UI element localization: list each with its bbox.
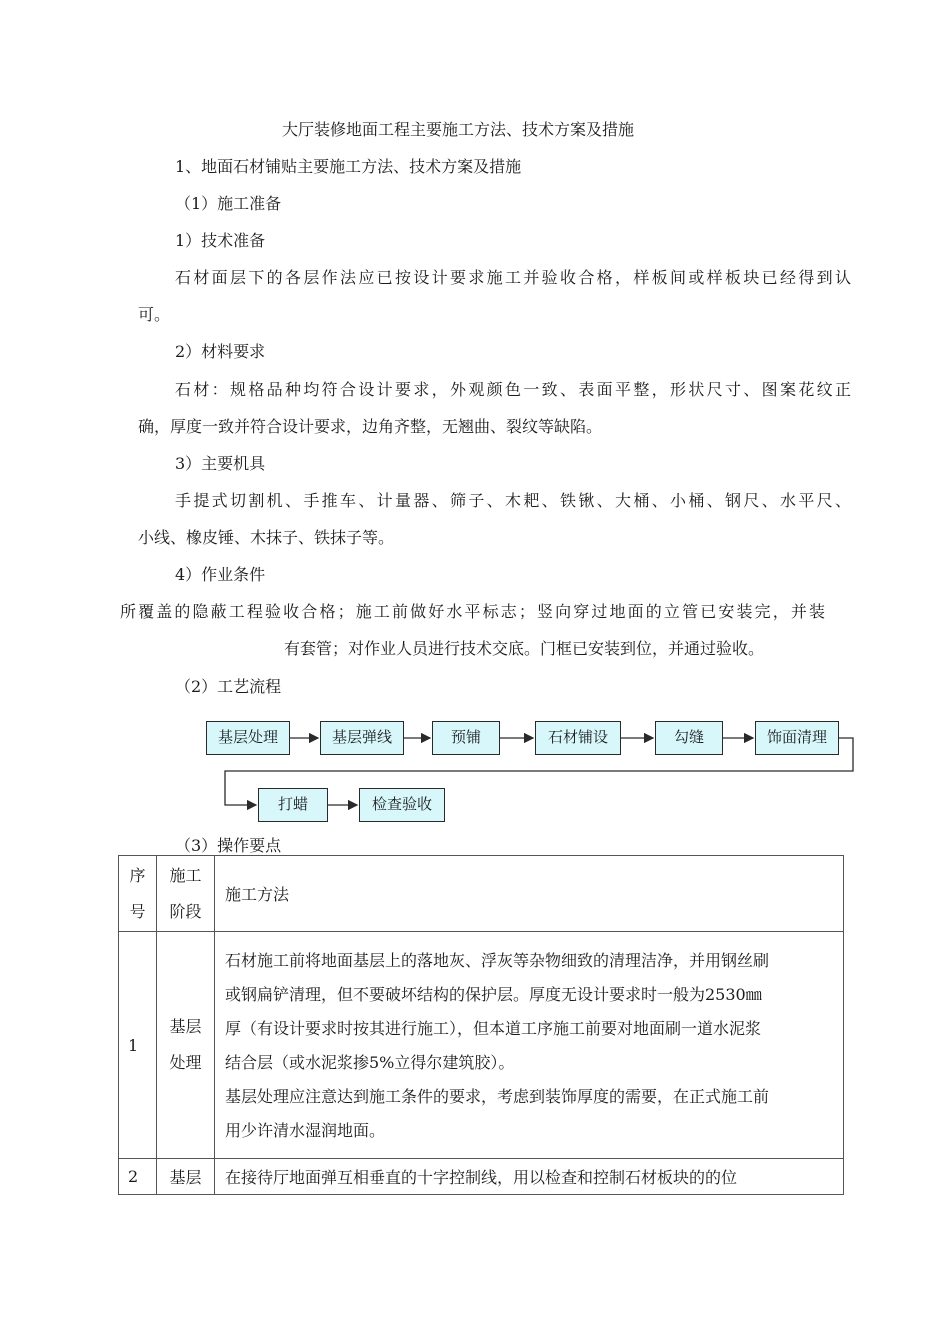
- header-method-label: 施工方法: [225, 885, 290, 904]
- subsection-operation-points: （3）操作要点: [175, 836, 282, 855]
- item-material-title: 2）材料要求: [175, 342, 266, 361]
- row1-stage-line2: 处理: [169, 1053, 202, 1072]
- section-heading-1: 1、地面石材铺贴主要施工方法、技术方案及措施: [175, 157, 522, 176]
- item-conditions-title: 4）作业条件: [175, 565, 266, 584]
- row1-seq-value: 1: [128, 1035, 139, 1055]
- table-row: [119, 1159, 844, 1195]
- item-tools-line1: 手提式切割机、手推车、计量器、筛子、木耙、铁锹、大桶、小桶、钢尺、水平尺、: [175, 491, 851, 510]
- header-stage-line1: 施工: [169, 865, 202, 885]
- flow-step-waxing: 打蜡: [258, 788, 328, 822]
- subsection-process: （2）工艺流程: [175, 677, 282, 696]
- flow-step-stone-lay: 石材铺设: [535, 721, 621, 755]
- flow-step-pointing: 勾缝: [655, 721, 723, 755]
- item-material-line2: 确，厚度一致并符合设计要求，边角齐整，无翘曲、裂纹等缺陷。: [138, 417, 603, 436]
- row1-method-line2: 或钢扁铲清理，但不要破坏结构的保护层。厚度无设计要求时一般为2530㎜: [225, 985, 762, 1004]
- item-tools-title: 3）主要机具: [175, 454, 266, 473]
- header-seq-line1: 序: [129, 865, 146, 885]
- operation-points-table: [118, 855, 844, 1195]
- row1-seq: [119, 932, 157, 1159]
- row1-method-line6: 用少许清水湿润地面。: [225, 1121, 386, 1140]
- header-stage-line2: 阶段: [169, 901, 202, 921]
- item-tech-prep-line1: 石材面层下的各层作法应已按设计要求施工并验收合格，样板间或样板块已经得到认: [175, 268, 851, 287]
- row1-stage: [157, 932, 215, 1159]
- row2-seq-value: 2: [128, 1167, 139, 1186]
- flow-step-inspection: 检查验收: [359, 788, 445, 822]
- header-seq: [119, 856, 157, 932]
- flow-step-surface-clean: 饰面清理: [755, 721, 839, 755]
- item-conditions-line2: 有套管；对作业人员进行技术交底。门框已安装到位，并通过验收。: [284, 639, 765, 658]
- row2-seq: [119, 1159, 157, 1195]
- header-stage: [157, 856, 215, 932]
- table-row: [119, 932, 844, 1159]
- page-title: 大厅装修地面工程主要施工方法、技术方案及措施: [282, 120, 635, 139]
- row2-method-line1: 在接待厅地面弹互相垂直的十字控制线，用以检查和控制石材板块的的位: [225, 1168, 738, 1187]
- row1-method-line1: 石材施工前将地面基层上的落地灰、浮灰等杂物细致的清理洁净，并用钢丝刷: [225, 951, 770, 970]
- flow-step-pre-lay: 预铺: [432, 721, 500, 755]
- table-header-row: [119, 856, 844, 932]
- row1-method: [215, 932, 844, 1159]
- row1-stage-line1: 基层: [169, 1017, 202, 1036]
- item-tech-prep-title: 1）技术准备: [175, 231, 266, 250]
- flow-step-base-treatment: 基层处理: [206, 721, 290, 755]
- row1-method-line3: 厚（有设计要求时按其进行施工），但本道工序施工前要对地面刷一道水泥浆: [225, 1019, 762, 1038]
- row1-method-line5: 基层处理应注意达到施工条件的要求，考虑到装饰厚度的需要，在正式施工前: [225, 1087, 770, 1106]
- row2-stage-line1: 基层: [169, 1168, 202, 1187]
- row1-method-line4: 结合层（或水泥浆掺5%立得尔建筑胶）。: [225, 1053, 515, 1072]
- item-tools-line2: 小线、橡皮锤、木抹子、铁抹子等。: [138, 528, 395, 547]
- item-conditions-line1: 所覆盖的隐蔽工程验收合格；施工前做好水平标志；竖向穿过地面的立管已安装完，并装: [120, 602, 825, 621]
- item-material-line1: 石材：规格品种均符合设计要求，外观颜色一致、表面平整，形状尺寸、图案花纹正: [175, 380, 851, 399]
- subsection-prep: （1）施工准备: [175, 194, 282, 213]
- row2-stage: [157, 1159, 215, 1195]
- item-tech-prep-line2: 可。: [138, 305, 171, 324]
- row2-method: [215, 1159, 844, 1195]
- flow-step-base-line: 基层弹线: [320, 721, 404, 755]
- header-seq-line2: 号: [129, 901, 146, 921]
- header-method: [215, 856, 844, 932]
